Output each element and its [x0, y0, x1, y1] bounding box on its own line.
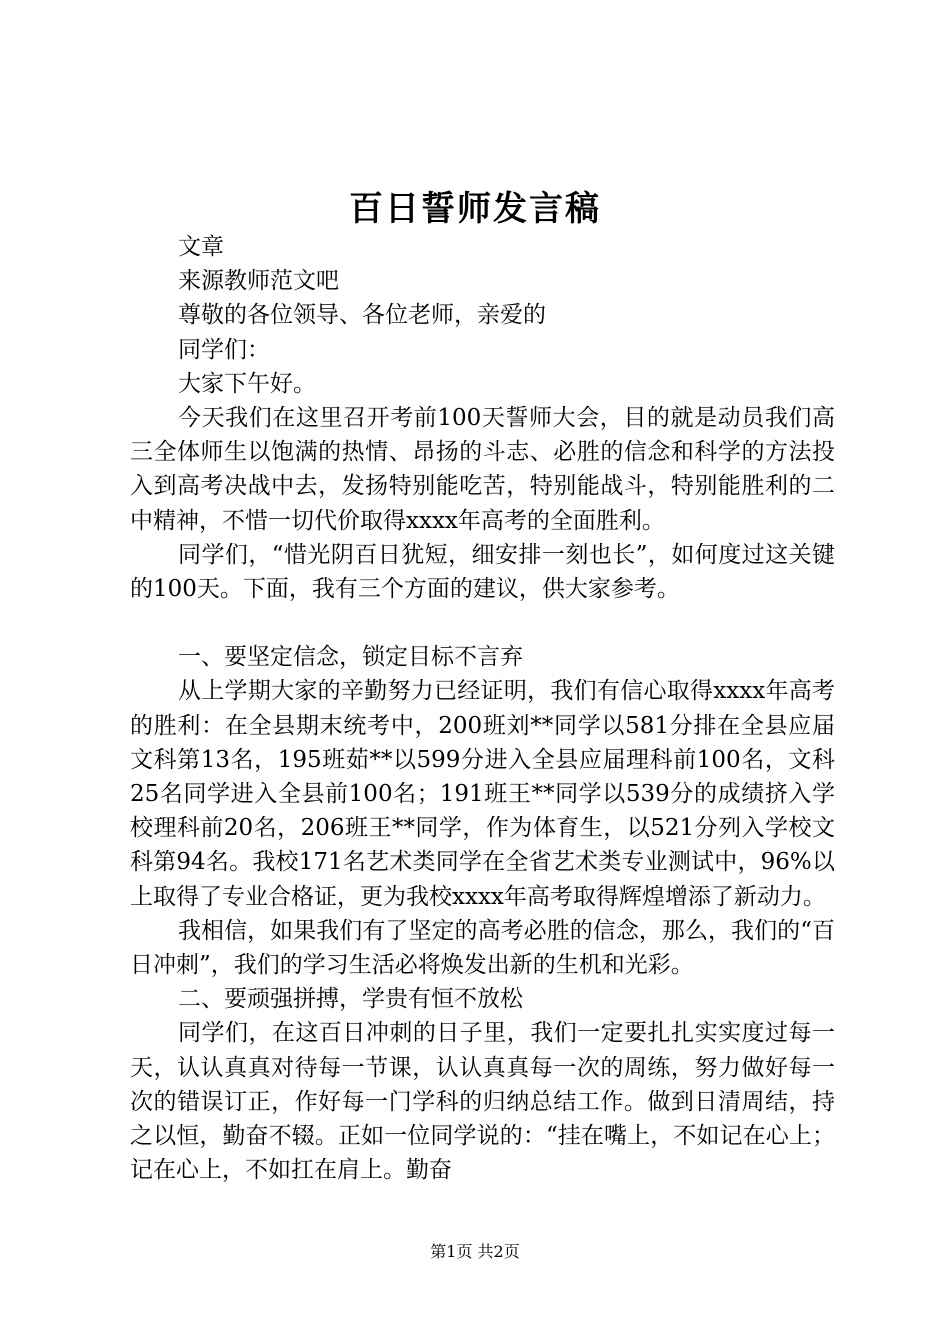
paragraph: 来源教师范文吧 — [178, 268, 339, 295]
paragraph: 我相信，如果我们有了坚定的高考必胜的信念，那么，我们的“百日冲刺”，我们的学习生活必将焕发出新的生机和光彩。 — [130, 917, 835, 979]
paragraph: 同学们，在这百日冲刺的日子里，我们一定要扎扎实实度过每一天，认认真真对待每一节课，认认真真每一次的周练，努力做好每一次的错误订正，作好每一门学科的归纳总结工作。做到日清周结，持之以恒，勤奋不辍。正如一位同学说的：“挂在嘴上，不如记在心上；记在心上，不如扛在肩上。勤奋 — [130, 1020, 835, 1184]
paragraph: 尊敬的各位领导、各位老师，亲爱的 — [178, 302, 546, 329]
paragraph: 文章 — [178, 234, 224, 260]
paragraph: 同学们： — [178, 336, 270, 363]
section-heading: 二、要顽强拼搏，学贵有恒不放松 — [178, 986, 523, 1013]
paragraph: 大家下午好。 — [178, 370, 316, 397]
section-heading: 一、要坚定信念，锁定目标不言弃 — [178, 644, 523, 671]
page-footer: 第1页 共2页 — [430, 1242, 520, 1261]
paragraph: 同学们，“惜光阴百日犹短，细安排一刻也长”，如何度过这关键的100天。下面，我有三个方面的建议，供大家参考。 — [130, 541, 835, 603]
paragraph: 今天我们在这里召开考前100天誓师大会，目的就是动员我们高三全体师生以饱满的热情、昂扬的斗志、必胜的信念和科学的方法投入到高考决战中去，发扬特别能吃苦，特别能战斗，特别能胜利的二中精神，不惜一切代价取得xxxx年高考的全面胜利。 — [130, 405, 835, 534]
paragraph: 从上学期大家的辛勤努力已经证明，我们有信心取得xxxx年高考的胜利：在全县期末统考中，200班刘**同学以581分排在全县应届文科第13名，195班茹**以599分进入全县应届理科前100名，文科25名同学进入全县前100名；191班王**同学以539分的成绩挤入学校理科前20名，206班王**同学，作为体育生，以521分列入学校文科第94名。我校171名艺术类同学在全省艺术类专业测试中，96%以上取得了专业合格证，更为我校xxxx年高考取得辉煌增添了新动力。 — [130, 678, 835, 910]
document-title: 百日誓师发言稿 — [349, 189, 601, 229]
document-body — [130, 230, 835, 1187]
